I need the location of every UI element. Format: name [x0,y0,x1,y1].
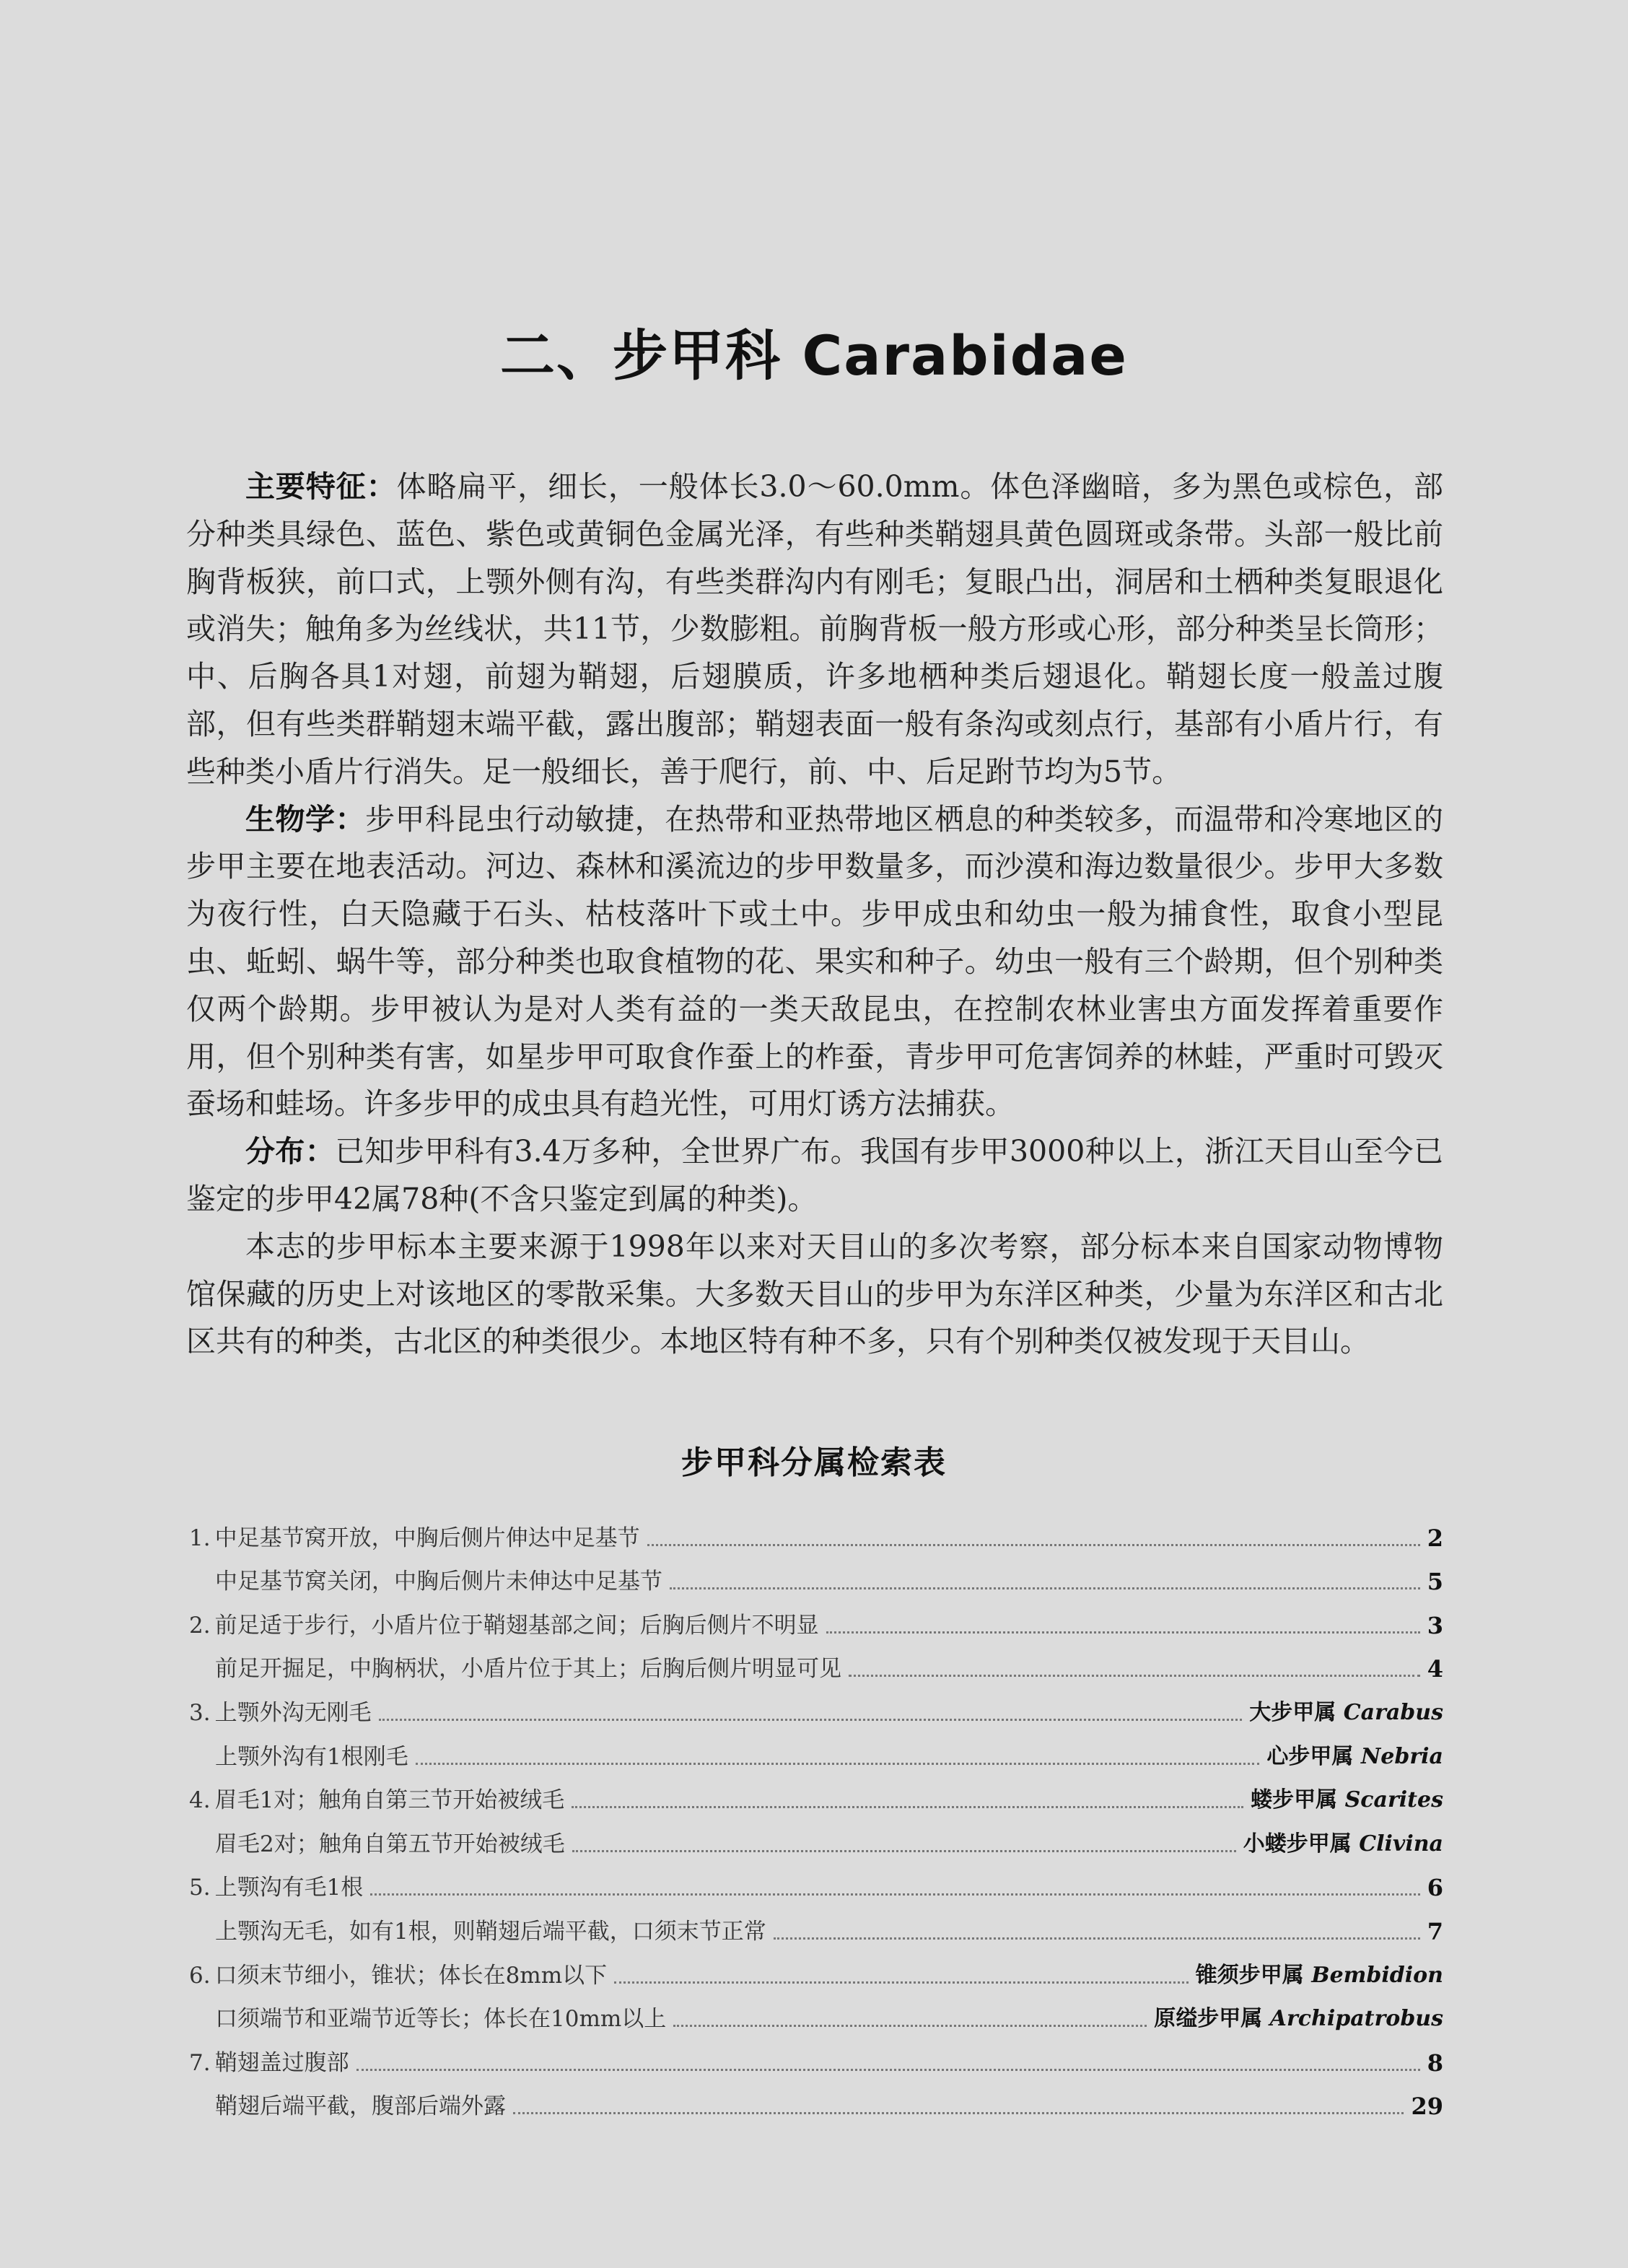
key-text: 眉毛1对；触角自第三节开始被绒毛 [214,1787,565,1814]
key-goto: 7 [1427,1917,1443,1945]
genus-scientific-name: Carabus [1343,1699,1443,1725]
dot-leader [670,1587,1420,1589]
genus-scientific-name: Bembidion [1311,1962,1443,1988]
key-text: 中足基节窝开放，中胸后侧片伸达中足基节 [214,1525,640,1551]
dot-leader [572,1806,1243,1808]
identification-key [189,1509,1443,2121]
dot-leader [356,2069,1420,2071]
key-goto: 4 [1427,1655,1443,1683]
key-row [189,1902,1443,1946]
dot-leader [379,1719,1243,1721]
key-row [189,1596,1443,1640]
key-genus [1154,2005,1443,2033]
key-genus [1196,1961,1443,1990]
genus-name: 大步甲属 [1249,1699,1336,1725]
key-text: 上颚外沟无刚毛 [214,1699,372,1726]
dot-leader [614,1981,1189,1984]
genus-scientific-name: Archipatrobus [1269,2006,1443,2032]
key-goto: 2 [1427,1524,1443,1552]
key-number: 3. [189,1699,211,1726]
key-text: 中足基节窝关闭，中胸后侧片未伸达中足基节 [215,1569,662,1595]
key-row [189,1509,1443,1553]
key-row [189,1859,1443,1903]
key-genus [1251,1786,1443,1815]
key-goto: 29 [1411,2093,1443,2121]
page-title: 二、步甲科 Carabidae [500,323,1128,388]
key-row [189,1640,1443,1684]
paragraph-lead: 主要特征： [245,469,397,504]
key-number: 1. [189,1525,211,1551]
paragraph-biology [186,796,1443,1129]
paragraph-sources [186,1224,1443,1366]
dot-leader [416,1763,1260,1765]
genus-name: 小蝼步甲属 [1243,1831,1352,1857]
key-number: 2. [189,1612,211,1639]
key-text: 鞘翅盖过腹部 [214,2049,349,2076]
key-row [189,1946,1443,1990]
dot-leader [572,1850,1236,1852]
key-row [189,1815,1443,1859]
key-row [189,1771,1443,1815]
dot-leader [513,2112,1404,2114]
key-text: 上颚沟无毛，如有1根，则鞘翅后端平截，口须末节正常 [215,1918,766,1945]
key-number: 5. [189,1875,211,1901]
key-row [189,1990,1443,2034]
dot-leader [826,1631,1420,1634]
dot-leader [370,1893,1419,1896]
key-row [189,1683,1443,1727]
key-text: 上颚外沟有1根刚毛 [215,1743,408,1770]
key-goto: 8 [1427,2049,1443,2077]
key-text: 眉毛2对；触角自第五节开始被绒毛 [215,1831,565,1857]
paragraph-features [186,463,1443,796]
dot-leader [647,1544,1420,1546]
genus-name: 心步甲属 [1266,1743,1354,1769]
key-text: 前足适于步行，小盾片位于鞘翅基部之间；后胸后侧片不明显 [214,1612,819,1639]
key-row [189,2033,1443,2077]
body-text [186,463,1443,1366]
key-row [189,1553,1443,1597]
key-genus [1249,1698,1443,1727]
paragraph-distribution [186,1128,1443,1224]
key-number: 7. [189,2049,211,2076]
key-goto: 5 [1427,1568,1443,1596]
dot-leader [849,1675,1420,1677]
key-goto: 6 [1427,1874,1443,1902]
genus-name: 蝼步甲属 [1251,1787,1338,1813]
key-text: 鞘翅后端平截，腹部后端外露 [215,2093,506,2120]
key-number: 4. [189,1787,211,1814]
dot-leader [673,2025,1147,2027]
key-text: 前足开掘足，中胸柄状，小盾片位于其上；后胸后侧片明显可见 [215,1656,841,1683]
paragraph-text: 已知步甲科有3.4万多种，全世界广布。我国有步甲3000种以上，浙江天目山至今已鉴定的步甲42属78种(不含只鉴定到属的种类)。 [186,1134,1443,1216]
key-text: 口须端节和亚端节近等长；体长在10mm以上 [215,2006,667,2033]
key-row [189,1727,1443,1771]
key-row [189,2077,1443,2121]
paragraph-lead: 生物学： [245,801,366,837]
paragraph-text: 体略扁平，细长，一般体长3.0～60.0mm。体色泽幽暗，多为黑色或棕色，部分种类具绿色、蓝色、紫色或黄铜色金属光泽，有些种类鞘翅具黄色圆斑或条带。头部一般比前胸背板狭，前口式，上颚外侧有沟，有些类群沟内有刚毛；复眼凸出，洞居和土栖种类复眼退化或消失；触角多为丝线状，共11节，少数膨粗。前胸背板一般方形或心形，部分种类呈长筒形；中、后胸各具1对翅，前翅为鞘翅，后翅膜质，许多地栖种类后翅退化。鞘翅长度一般盖过腹部，但有些类群鞘翅末端平截，露出腹部；鞘翅表面一般有条沟或刻点行，基部有小盾片行，有些种类小盾片行消失。足一般细长，善于爬行，前、中、后足跗节均为5节。 [186,469,1444,789]
genus-scientific-name: Nebria [1360,1743,1443,1769]
paragraph-lead: 分布： [245,1134,336,1169]
genus-name: 原缢步甲属 [1154,2006,1263,2032]
paragraph-text: 步甲科昆虫行动敏捷，在热带和亚热带地区栖息的种类较多，而温带和冷寒地区的步甲主要在地表活动。河边、森林和溪流边的步甲数量多，而沙漠和海边数量很少。步甲大多数为夜行性，白天隐藏于石头、枯枝落叶下或土中。步甲成虫和幼虫一般为捕食性，取食小型昆虫、蚯蚓、蜗牛等，部分种类也取食植物的花、果实和种子。幼虫一般有三个龄期，但个别种类仅两个龄期。步甲被认为是对人类有益的一类天敌昆虫，在控制农林业害虫方面发挥着重要作用，但个别种类有害，如星步甲可取食作蚕上的柞蚕，青步甲可危害饲养的林蛙，严重时可毁灭蚕场和蛙场。许多步甲的成虫具有趋光性，可用灯诱方法捕获。 [186,801,1444,1122]
key-goto: 3 [1427,1611,1443,1639]
key-text: 上颚沟有毛1根 [214,1875,364,1901]
dot-leader [774,1937,1420,1940]
key-genus [1266,1743,1443,1771]
key-text: 口须末节细小，锥状；体长在8mm以下 [214,1962,608,1989]
paragraph-text: 本志的步甲标本主要来源于1998年以来对天目山的多次考察，部分标本来自国家动物博物馆保藏的历史上对该地区的零散采集。大多数天目山的步甲为东洋区种类，少量为东洋区和古北区共有的种类，古北区的种类很少。本地区特有种不多，只有个别种类仅被发现于天目山。 [186,1229,1443,1359]
genus-scientific-name: Scarites [1344,1787,1443,1813]
genus-scientific-name: Clivina [1359,1831,1443,1857]
key-genus [1243,1830,1443,1859]
key-number: 6. [189,1962,211,1989]
key-title: 步甲科分属检索表 [681,1444,947,1481]
genus-name: 锥须步甲属 [1195,1962,1304,1988]
